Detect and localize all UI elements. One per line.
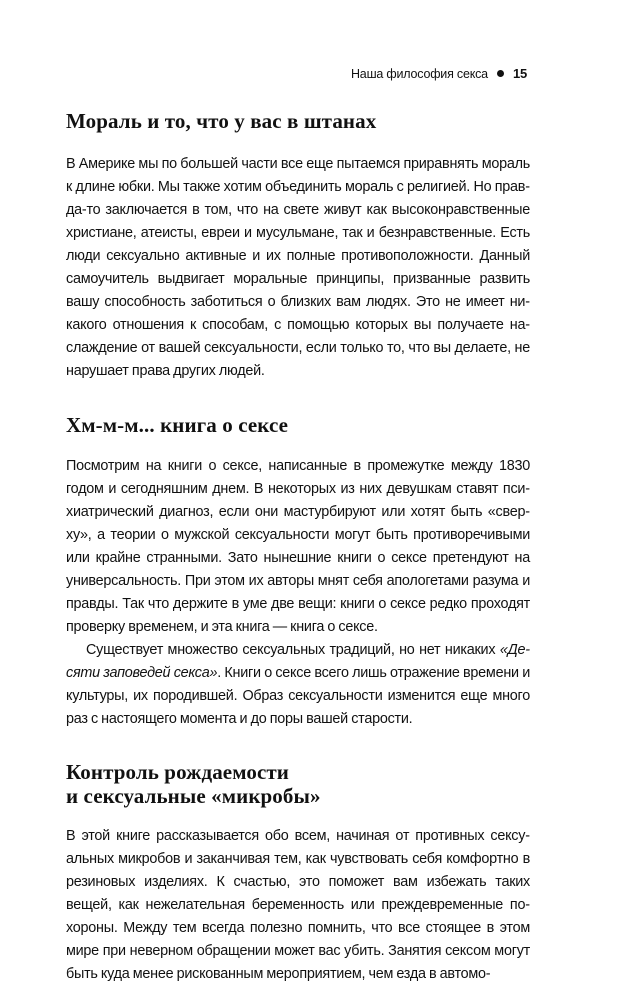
bullet-dot-icon: [497, 70, 504, 77]
running-title: Наша философия секса: [350, 66, 488, 81]
page-number: 15: [512, 66, 527, 81]
heading-line: Контроль рождаемости: [66, 760, 289, 784]
running-header: [351, 66, 527, 81]
paragraph-text: Существует множество сексуальных традиций, но нет никаких: [86, 642, 500, 658]
paragraph-text: . Книги о сексе всего лишь отражение времени и культуры, их породившей. Образ сексуальности изменится еще много раз с настоящего момента и до поры вашей старости.: [66, 665, 530, 727]
section-heading-birth-control: [66, 760, 530, 808]
section-heading-morality: Мораль и то, что у вас в штанах: [66, 109, 377, 133]
heading-line: и сексуальные «микробы»: [66, 784, 321, 808]
section-heading-sex-book: Хм-м-м... книга о сексе: [66, 413, 289, 437]
emphasized-title: «Десяти заповедей секса»: [66, 642, 530, 681]
section-paragraph: В Америке мы по большей части все еще пытаемся приравнять мораль к длине юбки. Мы также хотим объединить мораль с религией. Но правда-то заключается в том, что на свете живут как высоконравственные христиане, атеисты, евреи и мусульмане, так и безнравственные. Есть люди сексуально активные и их полные противоположности. Данный самоучитель выдвигает моральные принципы, призванные развить вашу способность заботиться о близких вам людях. Это не имеет никакого отношения к способам, с помощью которых вы получаете наслаждение от вашей сексуальности, если только то, что вы делаете, не нарушает права других людей.: [66, 156, 530, 379]
page-body: [66, 96, 530, 986]
section-paragraph: Посмотрим на книги о сексе, написанные в промежутке между 1830 годом и сегодняшним днем. В некоторых из них девушкам ставят психиатрический диагноз, если они мастурбируют или хотят быть «сверху», а теории о мужской сексуальности могут быть противоречивыми или крайне странными. Зато нынешние книги о сексе претендуют на универсальность. При этом их авторы мнят себя апологетами разума и правды. Так что держите в уме две вещи: книги о сексе редко проходят проверку временем, и эта книга — книга о сексе.: [66, 458, 530, 635]
section-paragraph: В этой книге рассказывается обо всем, начиная от противных сексуальных микробов и заканчивая тем, как чувствовать себя комфортно в резиновых изделиях. К счастью, это поможет вам избежать таких вещей, как нежелательная беременность или преждевременные похороны. Между тем всегда полезно помнить, что все стоящее в этом мире при неверном обращении может вас убить. Занятия сексом могут быть куда менее рискованным мероприятием, чем езда в автомо-: [66, 828, 530, 982]
section-paragraph: [66, 639, 530, 731]
